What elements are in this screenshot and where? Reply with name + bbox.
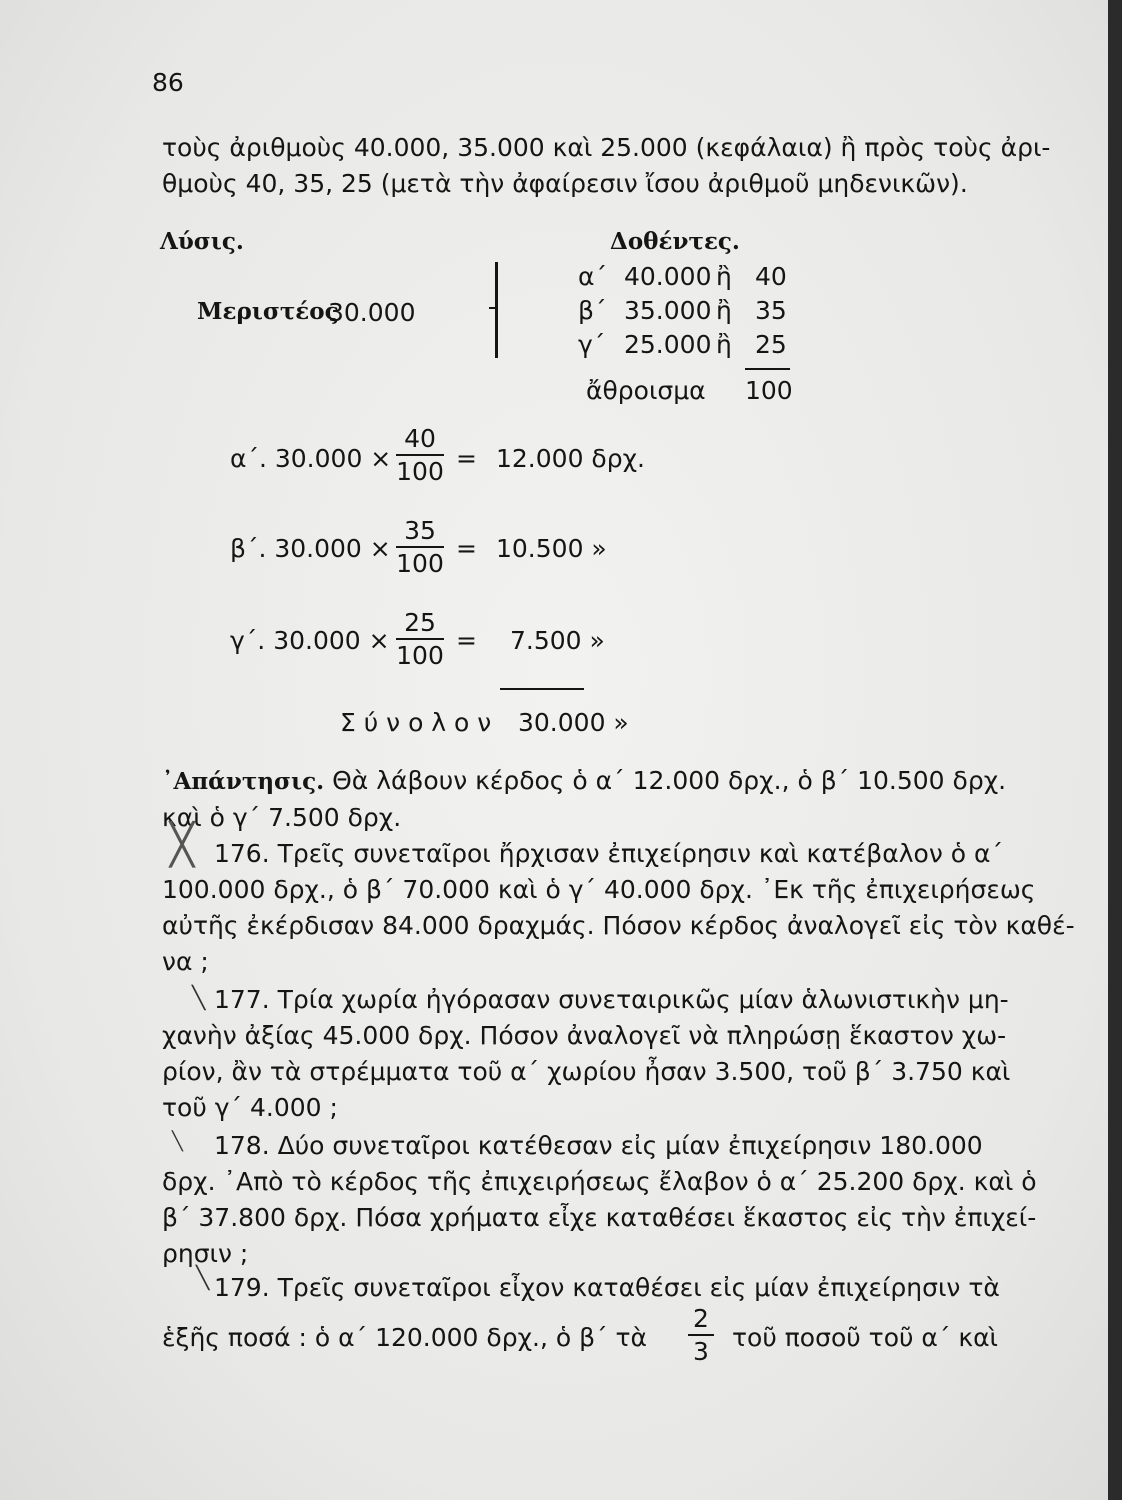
calc-result: 12.000 δρχ. bbox=[496, 444, 645, 473]
given-amount: 35.000 bbox=[624, 296, 712, 325]
solution-label: Λύσις. bbox=[160, 228, 244, 255]
problem-177 bbox=[162, 982, 1010, 1126]
page-number: 86 bbox=[152, 68, 184, 97]
given-amount: 40.000 bbox=[624, 262, 712, 291]
answer-label: ᾿Απάντησις. bbox=[162, 768, 325, 795]
intro-line-2: θμοὺς 40, 35, 25 (μετὰ τὴν ἀφαίρεσιν ἴσου ἀριθμοῦ μηδενικῶν). bbox=[162, 169, 968, 198]
problem-line: 178. Δύο συνεταῖροι κατέθεσαν εἰς μίαν ἐπιχείρησιν 180.000 bbox=[214, 1131, 983, 1160]
problem-179-line-2b: τοῦ ποσοῦ τοῦ α΄ καὶ bbox=[732, 1323, 999, 1352]
given-ratio: 25 bbox=[755, 330, 787, 359]
given-or: ἢ bbox=[716, 330, 732, 359]
problem-line: ρησιν ; bbox=[162, 1239, 249, 1268]
sum-label: ἄθροισμα bbox=[586, 376, 706, 405]
calc-result: 10.500 » bbox=[496, 534, 607, 563]
total-value: 30.000 » bbox=[518, 708, 629, 737]
fraction-numerator: 35 bbox=[404, 516, 436, 545]
problem-line: τοῦ γ΄ 4.000 ; bbox=[162, 1093, 338, 1122]
calc-fraction bbox=[396, 610, 444, 668]
given-ratio: 40 bbox=[755, 262, 787, 291]
dividend-label: Μεριστέος bbox=[197, 298, 339, 325]
problem-176 bbox=[162, 836, 1075, 980]
given-brace-tick bbox=[489, 307, 497, 309]
calc-label: β΄. 30.000 × bbox=[230, 534, 391, 563]
problem-line: 177. Τρία χωρία ἠγόρασαν συνεταιρικῶς μίαν ἁλωνιστικὴν μη- bbox=[214, 985, 1009, 1014]
fraction-denominator: 100 bbox=[396, 454, 444, 484]
calc-equals: = bbox=[456, 444, 477, 473]
pencil-tick-mark: ╲ bbox=[196, 1266, 210, 1291]
intro-text bbox=[162, 130, 1051, 202]
problem-line: 100.000 δρχ., ὁ β΄ 70.000 καὶ ὁ γ΄ 40.000 δρχ. ᾿Εκ τῆς ἐπιχειρήσεως bbox=[162, 875, 1036, 904]
given-ratio: 35 bbox=[755, 296, 787, 325]
problem-line: αὐτῆς ἐκέρδισαν 84.000 δραχμάς. Πόσον κέρδος ἀναλογεῖ εἰς τὸν καθέ- bbox=[162, 911, 1075, 940]
intro-line-1: τοὺς ἀριθμοὺς 40.000, 35.000 καὶ 25.000 (κεφάλαια) ἢ πρὸς τοὺς ἀρι- bbox=[162, 133, 1051, 162]
fraction-numerator: 25 bbox=[404, 608, 436, 637]
pencil-tick-mark: ╲ bbox=[172, 1131, 183, 1152]
problem-line: χανὴν ἀξίας 45.000 δρχ. Πόσον ἀναλογεῖ νὰ πληρώσῃ ἕκαστον χω- bbox=[162, 1021, 1007, 1050]
answer-line-2: καὶ ὁ γ΄ 7.500 δρχ. bbox=[162, 803, 402, 832]
calc-equals: = bbox=[456, 534, 477, 563]
calc-fraction bbox=[396, 426, 444, 484]
sum-rule bbox=[745, 368, 790, 370]
dividend-value: 30.000 bbox=[328, 298, 416, 327]
problem-line: ρίον, ἂν τὰ στρέμματα τοῦ α΄ χωρίου ἦσαν 3.500, τοῦ β΄ 3.750 καὶ bbox=[162, 1057, 1011, 1086]
total-rule bbox=[500, 688, 584, 690]
problem-179-line-1: 179. Τρεῖς συνεταῖροι εἶχον καταθέσει εἰς μίαν ἐπιχείρησιν τὰ bbox=[214, 1273, 1000, 1302]
fraction-numerator: 40 bbox=[404, 424, 436, 453]
answer-line-1 bbox=[162, 763, 1010, 800]
given-letter: γ΄ bbox=[578, 330, 606, 359]
answer-body: Θὰ λάβουν κέρδος ὁ α΄ 12.000 δρχ., ὁ β΄ 10.500 δρχ. bbox=[332, 766, 1007, 795]
problem-line: β΄ 37.800 δρχ. Πόσα χρήματα εἶχε καταθέσει ἕκαστος εἰς τὴν ἐπιχεί- bbox=[162, 1203, 1037, 1232]
problem-178 bbox=[162, 1128, 1037, 1272]
page-edge-shadow bbox=[1108, 0, 1122, 1500]
given-label: Δοθέντες. bbox=[610, 228, 740, 255]
calc-fraction bbox=[396, 518, 444, 576]
problem-line: δρχ. ᾿Απὸ τὸ κέρδος τῆς ἐπιχειρήσεως ἔλαβον ὁ α΄ 25.200 δρχ. καὶ ὁ bbox=[162, 1167, 1037, 1196]
problem-line: 176. Τρεῖς συνεταῖροι ἤρχισαν ἐπιχείρησιν καὶ κατέβαλον ὁ α΄ bbox=[214, 839, 1003, 868]
problem-179-fraction bbox=[688, 1306, 714, 1364]
calc-equals: = bbox=[456, 626, 477, 655]
given-letter: β΄ bbox=[578, 296, 607, 325]
given-letter: α΄ bbox=[578, 262, 607, 291]
calc-result: 7.500 » bbox=[510, 626, 605, 655]
pencil-tick-mark: ╲ bbox=[192, 986, 206, 1011]
problem-line: να ; bbox=[162, 947, 209, 976]
given-amount: 25.000 bbox=[624, 330, 712, 359]
problem-179-line-2a: ἑξῆς ποσά : ὁ α΄ 120.000 δρχ., ὁ β΄ τὰ bbox=[162, 1323, 648, 1352]
pencil-check-mark: ╳ bbox=[170, 822, 195, 868]
calc-label: α΄. 30.000 × bbox=[230, 444, 392, 473]
fraction-numerator: 2 bbox=[693, 1304, 709, 1333]
sum-value: 100 bbox=[745, 376, 793, 405]
total-label: Σ ύ ν ο λ ο ν bbox=[340, 708, 492, 737]
given-or: ἢ bbox=[716, 296, 732, 325]
fraction-denominator: 100 bbox=[396, 638, 444, 668]
fraction-denominator: 3 bbox=[688, 1334, 714, 1364]
given-or: ἢ bbox=[716, 262, 732, 291]
calc-label: γ΄. 30.000 × bbox=[230, 626, 390, 655]
given-brace bbox=[495, 262, 498, 358]
answer-text bbox=[162, 763, 1010, 836]
fraction-denominator: 100 bbox=[396, 546, 444, 576]
